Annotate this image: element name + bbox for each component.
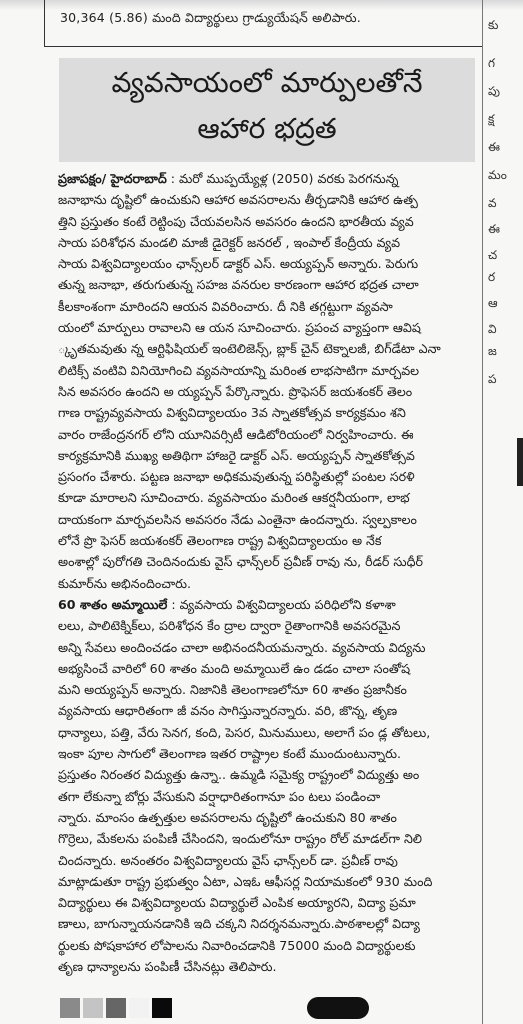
article-line: లోనే ప్రొ ఫెసర్ జయశంకర్ తెలంగాణ రాష్ట్ర విశ్వవిద్యాలయం అ నేక	[58, 533, 382, 549]
side-char: ప	[488, 372, 497, 386]
article-line: త్తిని ప్రస్తుతం కంటే రెట్టింపు చేయవలసిన అవసరం ఉందని భారతీయ వ్యవ	[58, 213, 414, 229]
column-rule-left	[44, 0, 45, 46]
color-calibration-strip	[60, 998, 175, 1018]
side-char: ఈ	[488, 222, 500, 236]
side-dark-mark	[517, 438, 523, 486]
article-line: లిటిక్స్ వంటివి వినియోగించి వ్యవసాయాన్ని మరింత లాభసాటిగా మార్చవల	[58, 362, 420, 378]
article-line: అభ్యసించే వారిలో 60 శాతం మంది అమ్మాయిలే ఉం డడం చాలా సంతోష	[58, 660, 411, 676]
side-char: మం	[488, 168, 507, 182]
article-line: కూడా మారాలని సూచించారు. వ్యవసాయం మరింత ఆకర్షనీయంగా, లాభ	[58, 490, 410, 506]
article-line: ధాన్యాలు, పత్తి, వేరు సెనగ, కంది, పెసర, మినుములు, అలాగే పం డ్ల తోటలు,	[58, 724, 431, 740]
article-line: యంలో మార్పులు రావాలని ఆ యన సూచించారు. ప్రపంచ వ్యాప్తంగా ఆవిష	[58, 320, 421, 336]
top-shadow	[0, 0, 523, 10]
article-line: న్నారు. మాంసం ఉత్పత్తుల అవసరాలను దృష్టిలో ఉంచుకుని 80 శాతం	[58, 809, 397, 825]
side-char: ఆ	[488, 296, 498, 310]
article-line: గొర్రెలు, మేకలను పంపిణీ చేసిందని, ఇందులోనూ రాష్ట్రం రోల్ మాడల్‌గా నిలి	[58, 831, 423, 847]
top-rule	[44, 46, 482, 47]
side-char: ఈ	[488, 140, 500, 154]
article-line: వ్యవసాయ ఆధారితంగా జీ వనం సాగిస్తున్నారన్నారు. వరి, జొన్న, తృణ	[58, 703, 398, 719]
article-line: సాయ విశ్వవిద్యాలయం ఛాన్స్‌లర్ డాక్టర్ ఎస్. అయ్యప్పన్ అన్నారు. పెరుగు	[58, 256, 419, 272]
article-line: తున్న జనాభా, తరుగుతున్న సహజ వనరుల కారణంగా ఆహార భద్రత చాలా	[58, 277, 419, 293]
article-line: కార్యక్రమానికి ముఖ్య అతిథిగా హాజరై డాక్టర్ ఎస్. అయ్యప్పన్ స్నాతకోత్సవ	[58, 447, 415, 463]
article-line: లలు, పాలిటెక్నిక్‌లు, పరిశోధన కేం ద్రాల ద్వారా రైతాంగానికి అవసరమైన	[58, 618, 401, 634]
article-line: ఇంకా పూల సాగులో తెలంగాణ ఇతర రాష్ట్రాల కంటే ముందుంటున్నారు.	[58, 746, 401, 762]
article-line: తృణ ధాన్యాలను పంపిణీ చేసినట్లు తెలిపారు.	[58, 958, 277, 974]
register-pill-mark	[307, 997, 369, 1019]
article-line: దాయకంగా మార్చవలసిన అవసరం నేడు ఎంతైనా ఉందన్నారు. స్వల్పకాలం	[58, 511, 417, 527]
article-line: ప్రస్తుతం నిరంతర విద్యుత్తు ఉన్నా.. ఉమ్మడి సమైక్య రాష్ట్రంలో విద్యుత్తు అం	[58, 767, 420, 783]
headline	[59, 60, 475, 152]
column-rule-right	[482, 0, 483, 1024]
section-subhead: 60 శాతం అమ్మాయిలే	[58, 596, 168, 612]
article-line: కీలకాంశంగా మారిందని ఆయన వివరించారు. దీ నికి తగ్గట్టుగా వ్యవసా	[58, 298, 393, 314]
dateline: ప్రజాపక్షం/ హైదరాబాద్	[58, 171, 167, 186]
side-char: చ	[488, 248, 498, 262]
article-line-text: : మరో ముప్పయ్యేళ్ల (2050) వరకు పెరగనున్న	[166, 171, 399, 186]
article-line: కుమార్‌ను అభినందించారు.	[58, 575, 191, 591]
color-swatch	[152, 998, 172, 1018]
article-line: అన్ని సేవలు అందించడం చాలా అభినందనీయమన్నారు. వ్యవసాయ విద్యను	[58, 639, 426, 655]
side-char: గ	[488, 56, 495, 70]
article-line: చిందన్నారు. అనంతరం విశ్వవిద్యాలయ వైస్ ఛాన్స్‌లర్ డా. ప్రవీణ్ రావు	[58, 852, 398, 868]
article-line: సిన అవసరం ఉందని అ య్యప్పన్ పేర్కొన్నారు. ప్రొఫెసర్ జయశంకర్ తెలం	[58, 383, 413, 399]
article-line: గాణ రాష్ట్రవ్యవసాయ విశ్వవిద్యాలయం 3వ స్నాతకోత్సవ కార్యక్రమం శని	[58, 405, 406, 421]
color-swatch	[129, 998, 149, 1018]
article-line: తగా లేకున్నా బోర్లు వేసుకుని వర్షాధారితంగానూ పం టలు పండించా	[58, 788, 381, 804]
article-line: జనాభాను దృష్టిలో ఉంచుకుని ఆహార అవసరాలను తీర్చడానికి ఆహార ఉత్ప	[58, 192, 418, 208]
color-swatch	[83, 998, 103, 1018]
article-line: అంశాల్లో పురోగతి చెందినందుకు వైస్ ఛాన్స్‌లర్ ప్రవీణ్ రావు ను, రీడర్ సుధీర్	[58, 554, 423, 570]
headline-line-1: వ్యవసాయంలో మార్పులతోనే	[111, 66, 423, 99]
article-line-text: : వ్యవసాయ విశ్వవిద్యాలయ పరిధిలోని కళాశా	[167, 596, 396, 612]
color-swatch	[60, 998, 80, 1018]
article-line: మని అయ్యప్పన్ అన్నారు. నిజానికి తెలంగాణలోనూ 60 శాతం ప్రజానీకం	[58, 682, 407, 698]
article-line: విద్యార్థులు ఈ విశ్వవిద్యాలయ విద్యార్థులే ఎంపిక అయ్యారని, విద్యా ప్రమా	[58, 895, 416, 911]
article-line: ్కృతమవుతు న్న ఆర్టిఫిషియల్ ఇంటెలిజెన్స్, బ్లాక్ చైన్ టెక్నాలజీ, బిగ్‌డేటా ఎనా	[58, 341, 441, 357]
side-char: జ	[488, 344, 497, 358]
article-line: ర్థులకు పోషకాహార లోపాలను నివారించడానికి 75000 మంది విద్యార్థులకు	[58, 937, 416, 953]
adjacent-column-fragment	[488, 0, 523, 1024]
side-char: పు	[488, 84, 500, 98]
headline-line-2: ఆహార భద్రత	[197, 112, 337, 145]
side-char: క్ష	[488, 112, 495, 126]
article-body	[58, 168, 478, 977]
color-swatch	[106, 998, 126, 1018]
previous-article-line: 30,364 (5.86) మంది విద్యార్థులు గ్రాడ్యుయేషన్ అలిపారు.	[60, 10, 361, 25]
article-line: ప్రసంగం చేశారు. పట్టణ జనాభా అధికమవుతున్న పరిస్థితుల్లో పంటల సరళి	[58, 469, 415, 485]
article-line	[58, 594, 478, 615]
side-char: కు	[488, 18, 499, 32]
article-line	[58, 168, 478, 189]
side-char: ర	[488, 270, 496, 284]
article-line: సాయ పరిశోధన మండలి మాజీ డైరెక్టర్ జనరల్ , ఇంపాల్ కేంద్రీయ వ్యవ	[58, 234, 401, 250]
article-line: వారం రాజేంద్రనగర్ లోని యూనివర్సిటీ ఆడిటోరియంలో నిర్వహించారు. ఈ	[58, 426, 414, 442]
side-char: వ	[488, 196, 497, 210]
article-line: మాట్లాడుతూ రాష్ట్ర ప్రభుత్వం ఏటా, ఎఇఓ ఆఫీసర్ల నియామకంలో 930 మంది	[58, 873, 433, 889]
article-line: ణాలు, బాగున్నాయనడానికి ఇది చక్కని నిదర్శనమన్నారు.పాఠశాలల్లో విద్యా	[58, 916, 420, 932]
side-char: వి	[488, 322, 497, 336]
